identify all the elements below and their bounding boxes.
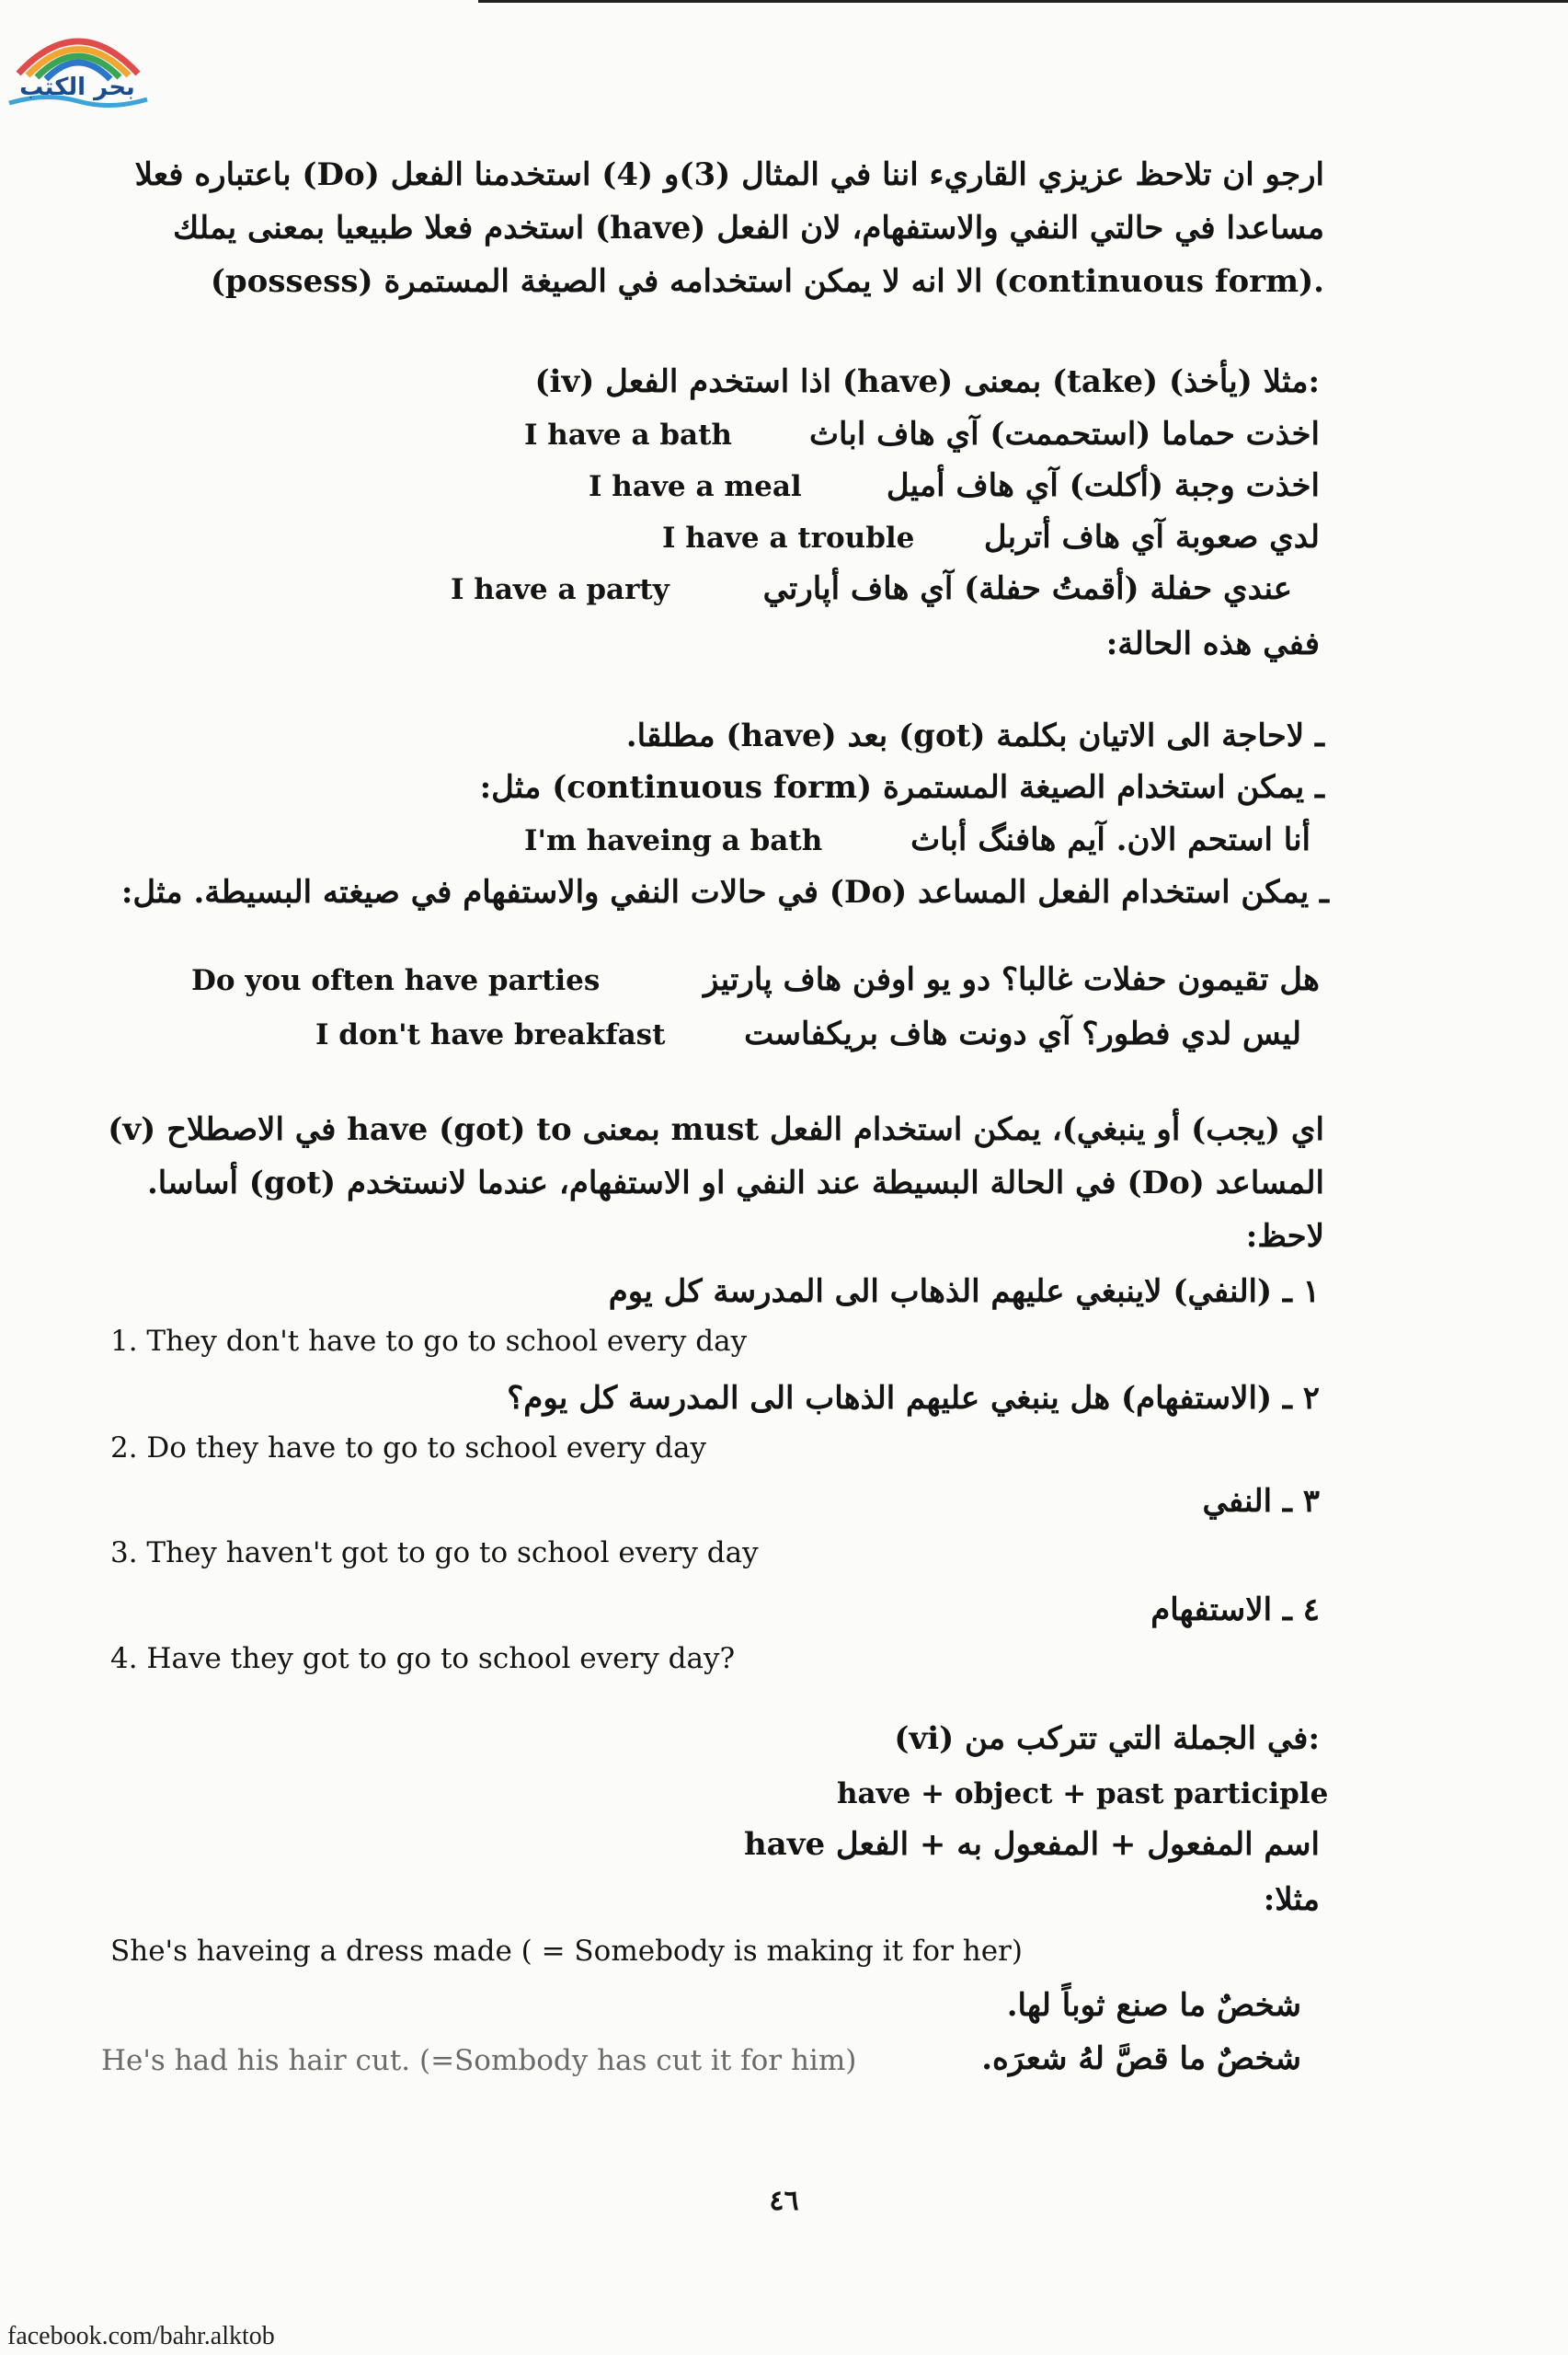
item-ar: ١ ـ (النفي) لاينبغي عليهم الذهاب الى المدرسة كل يوم	[608, 1273, 1320, 1310]
section-vi-heading: (vi) في الجملة التي تتركب من:	[894, 1720, 1320, 1757]
rule-1: ـ لاحاجة الى الاتيان بكلمة (got) بعد (have) مطلقا.	[625, 718, 1324, 754]
item-en: 2. Do they have to go to school every day	[110, 1431, 706, 1465]
continuous-example-en: I'm haveing a bath	[524, 824, 823, 857]
section-v-line-2: المساعد (Do) في الحالة البسيطة عند النفي او الاستفهام، عندما لانستخدم (got) أساسا.	[146, 1165, 1324, 1201]
item-en: 1. They don't have to go to school every day	[110, 1325, 748, 1358]
example-ar: اخذت وجبة (أكلت) آي هاف أميل	[886, 467, 1320, 504]
continuous-example-ar: أنا استحم الان. آيم هافنگ أباث	[910, 821, 1310, 858]
do-example-en: Do you often have parties	[191, 964, 601, 997]
page-number: ٤٦	[769, 2185, 799, 2217]
do-example-ar: ليس لدي فطور؟ آي دونت هاف بريكفاست	[744, 1016, 1301, 1052]
item-ar: ٢ ـ (الاستفهام) هل ينبغي عليهم الذهاب الى المدرسة كل يوم؟	[507, 1380, 1320, 1417]
example-en: I have a bath	[524, 419, 732, 452]
example-2-en: He's had his hair cut. (=Sombody has cut it for him)	[101, 2044, 857, 2077]
case-label: ففي هذه الحالة:	[1105, 626, 1320, 662]
section-iv-heading: (iv) اذا استخدم الفعل (have) بمعنى (take) (يأخذ) مثلا:	[534, 363, 1320, 400]
example-label: مثلا:	[1263, 1881, 1320, 1918]
section-v-line-1: (v) في الاصطلاح have (got) to بمعنى must اي (يجب) أو ينبغي)، يمكن استخدام الفعل	[108, 1111, 1324, 1148]
intro-line-1: ارجو ان تلاحظ عزيزي القاريء اننا في المثال (3)و (4) استخدمنا الفعل (Do) باعتباره فعلا	[134, 156, 1324, 193]
formula-ar: اسم المفعول + المفعول به + الفعل have	[743, 1826, 1320, 1863]
item-ar: ٣ ـ النفي	[1202, 1483, 1320, 1520]
footer-link[interactable]: facebook.com/bahr.alktob	[7, 2322, 275, 2350]
example-1-ar: شخصٌ ما صنع ثوباً لها.	[1006, 1987, 1301, 2024]
top-border-line	[478, 0, 1568, 3]
item-en: 4. Have they got to go to school every day?	[110, 1642, 736, 1675]
logo-text: بحر الكتب	[19, 74, 135, 101]
item-en: 3. They haven't got to go to school every day	[110, 1536, 759, 1569]
rule-3: ـ يمكن استخدام الفعل المساعد (Do) في حالات النفي والاستفهام في صيغته البسيطة. مثل:	[120, 874, 1329, 911]
example-en: I have a meal	[589, 470, 802, 503]
intro-line-2: مساعدا في حالتي النفي والاستفهام، لان الفعل (have) استخدم فعلا طبيعيا بمعنى يملك	[173, 210, 1324, 247]
example-ar: عندي حفلة (أقمتُ حفلة) آي هاف أپارتي	[762, 570, 1292, 607]
note-label: لاحظ:	[1245, 1218, 1324, 1255]
example-ar: لدي صعوبة آي هاف أتربل	[983, 519, 1320, 556]
do-example-en: I don't have breakfast	[315, 1018, 666, 1051]
example-1-en: She's haveing a dress made ( = Somebody is making it for her)	[110, 1935, 1023, 1968]
intro-line-3: (possess) الا انه لا يمكن استخدامه في الصيغة المستمرة (continuous form).	[210, 263, 1324, 300]
example-en: I have a party	[451, 573, 670, 606]
formula-en: have + object + past participle	[837, 1777, 1329, 1810]
example-ar: اخذت حماما (استحممت) آي هاف اباث	[809, 416, 1320, 453]
site-logo	[0, 18, 156, 110]
example-2-ar: شخصٌ ما قصَّ لهُ شعرَه.	[981, 2040, 1301, 2077]
do-example-ar: هل تقيمون حفلات غالبا؟ دو يو اوفن هاف پارتيز	[703, 961, 1320, 998]
example-en: I have a trouble	[662, 522, 915, 555]
item-ar: ٤ ـ الاستفهام	[1150, 1591, 1320, 1628]
rule-2: ـ يمكن استخدام الصيغة المستمرة (continuous form) مثل:	[479, 769, 1324, 806]
